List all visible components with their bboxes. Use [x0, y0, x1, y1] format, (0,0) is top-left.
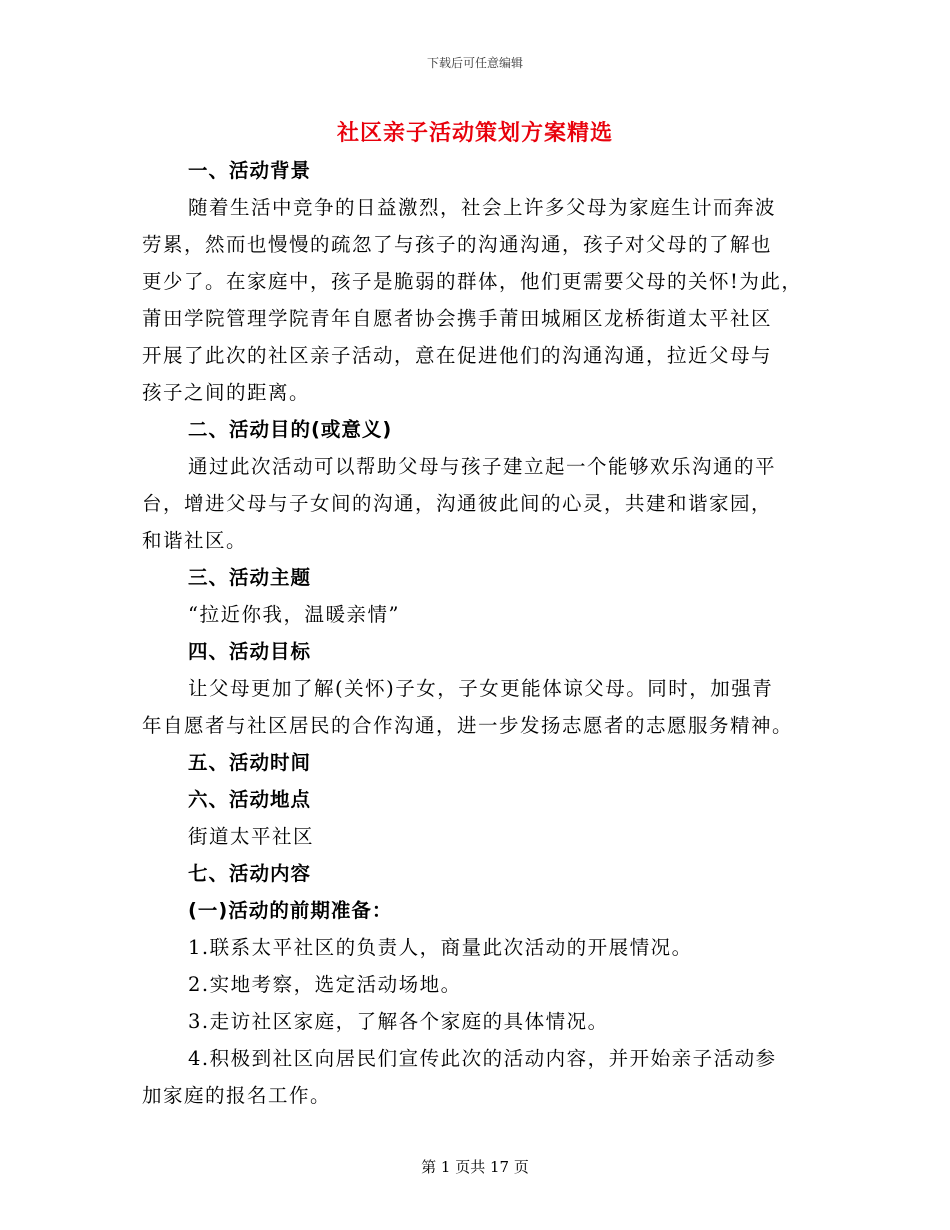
paragraph-line: 莆田学院管理学院青年自愿者协会携手莆田城厢区龙桥街道太平社区 [142, 307, 773, 330]
paragraph-line: 街道太平社区 [188, 825, 315, 848]
paragraph-line: “拉近你我，温暖亲情” [188, 603, 400, 626]
section-heading-purpose: 二、活动目的(或意义) [188, 418, 393, 441]
section-heading-content: 七、活动内容 [188, 862, 312, 885]
section-heading-background: 一、活动背景 [188, 159, 312, 182]
subsection-heading-preparation: (一)活动的前期准备： [188, 899, 393, 922]
list-item: 4.积极到社区向居民们宣传此次的活动内容，并开始亲子活动参 [188, 1047, 777, 1070]
paragraph-line: 加家庭的报名工作。 [142, 1084, 332, 1107]
section-heading-theme: 三、活动主题 [188, 566, 312, 589]
paragraph-line: 台，增进父母与子女间的沟通，沟通彼此间的心灵，共建和谐家园， [142, 492, 773, 515]
paragraph-line: 孩子之间的距离。 [142, 381, 311, 404]
paragraph-line: 通过此次活动可以帮助父母与孩子建立起一个能够欢乐沟通的平 [188, 455, 777, 478]
section-heading-time: 五、活动时间 [188, 751, 312, 774]
page-footer-number: 第 1 页共 17 页 [421, 1158, 529, 1176]
document-title: 社区亲子活动策划方案精选 [336, 121, 613, 146]
paragraph-line: 让父母更加了解(关怀)子女，子女更能体谅父母。同时，加强青 [188, 677, 774, 700]
list-item: 3.走访社区家庭，了解各个家庭的具体情况。 [188, 1010, 609, 1033]
paragraph-line: 更少了。在家庭中，孩子是脆弱的群体，他们更需要父母的关怀!为此， [142, 270, 803, 293]
page-header-note: 下载后可任意编辑 [426, 56, 523, 70]
paragraph-line: 随着生活中竞争的日益激烈，社会上许多父母为家庭生计而奔波 [188, 196, 777, 219]
document-body [142, 152, 817, 1114]
section-heading-goals: 四、活动目标 [188, 640, 312, 663]
list-item: 1.联系太平社区的负责人，商量此次活动的开展情况。 [188, 936, 693, 959]
section-heading-location: 六、活动地点 [188, 788, 312, 811]
paragraph-line: 年自愿者与社区居民的合作沟通，进一步发扬志愿者的志愿服务精神。 [142, 714, 794, 737]
paragraph-line: 和谐社区。 [142, 529, 248, 552]
paragraph-line: 开展了此次的社区亲子活动，意在促进他们的沟通沟通，拉近父母与 [142, 344, 773, 367]
list-item: 2.实地考察，选定活动场地。 [188, 973, 462, 996]
paragraph-line: 劳累，然而也慢慢的疏忽了与孩子的沟通沟通，孩子对父母的了解也 [142, 233, 773, 256]
